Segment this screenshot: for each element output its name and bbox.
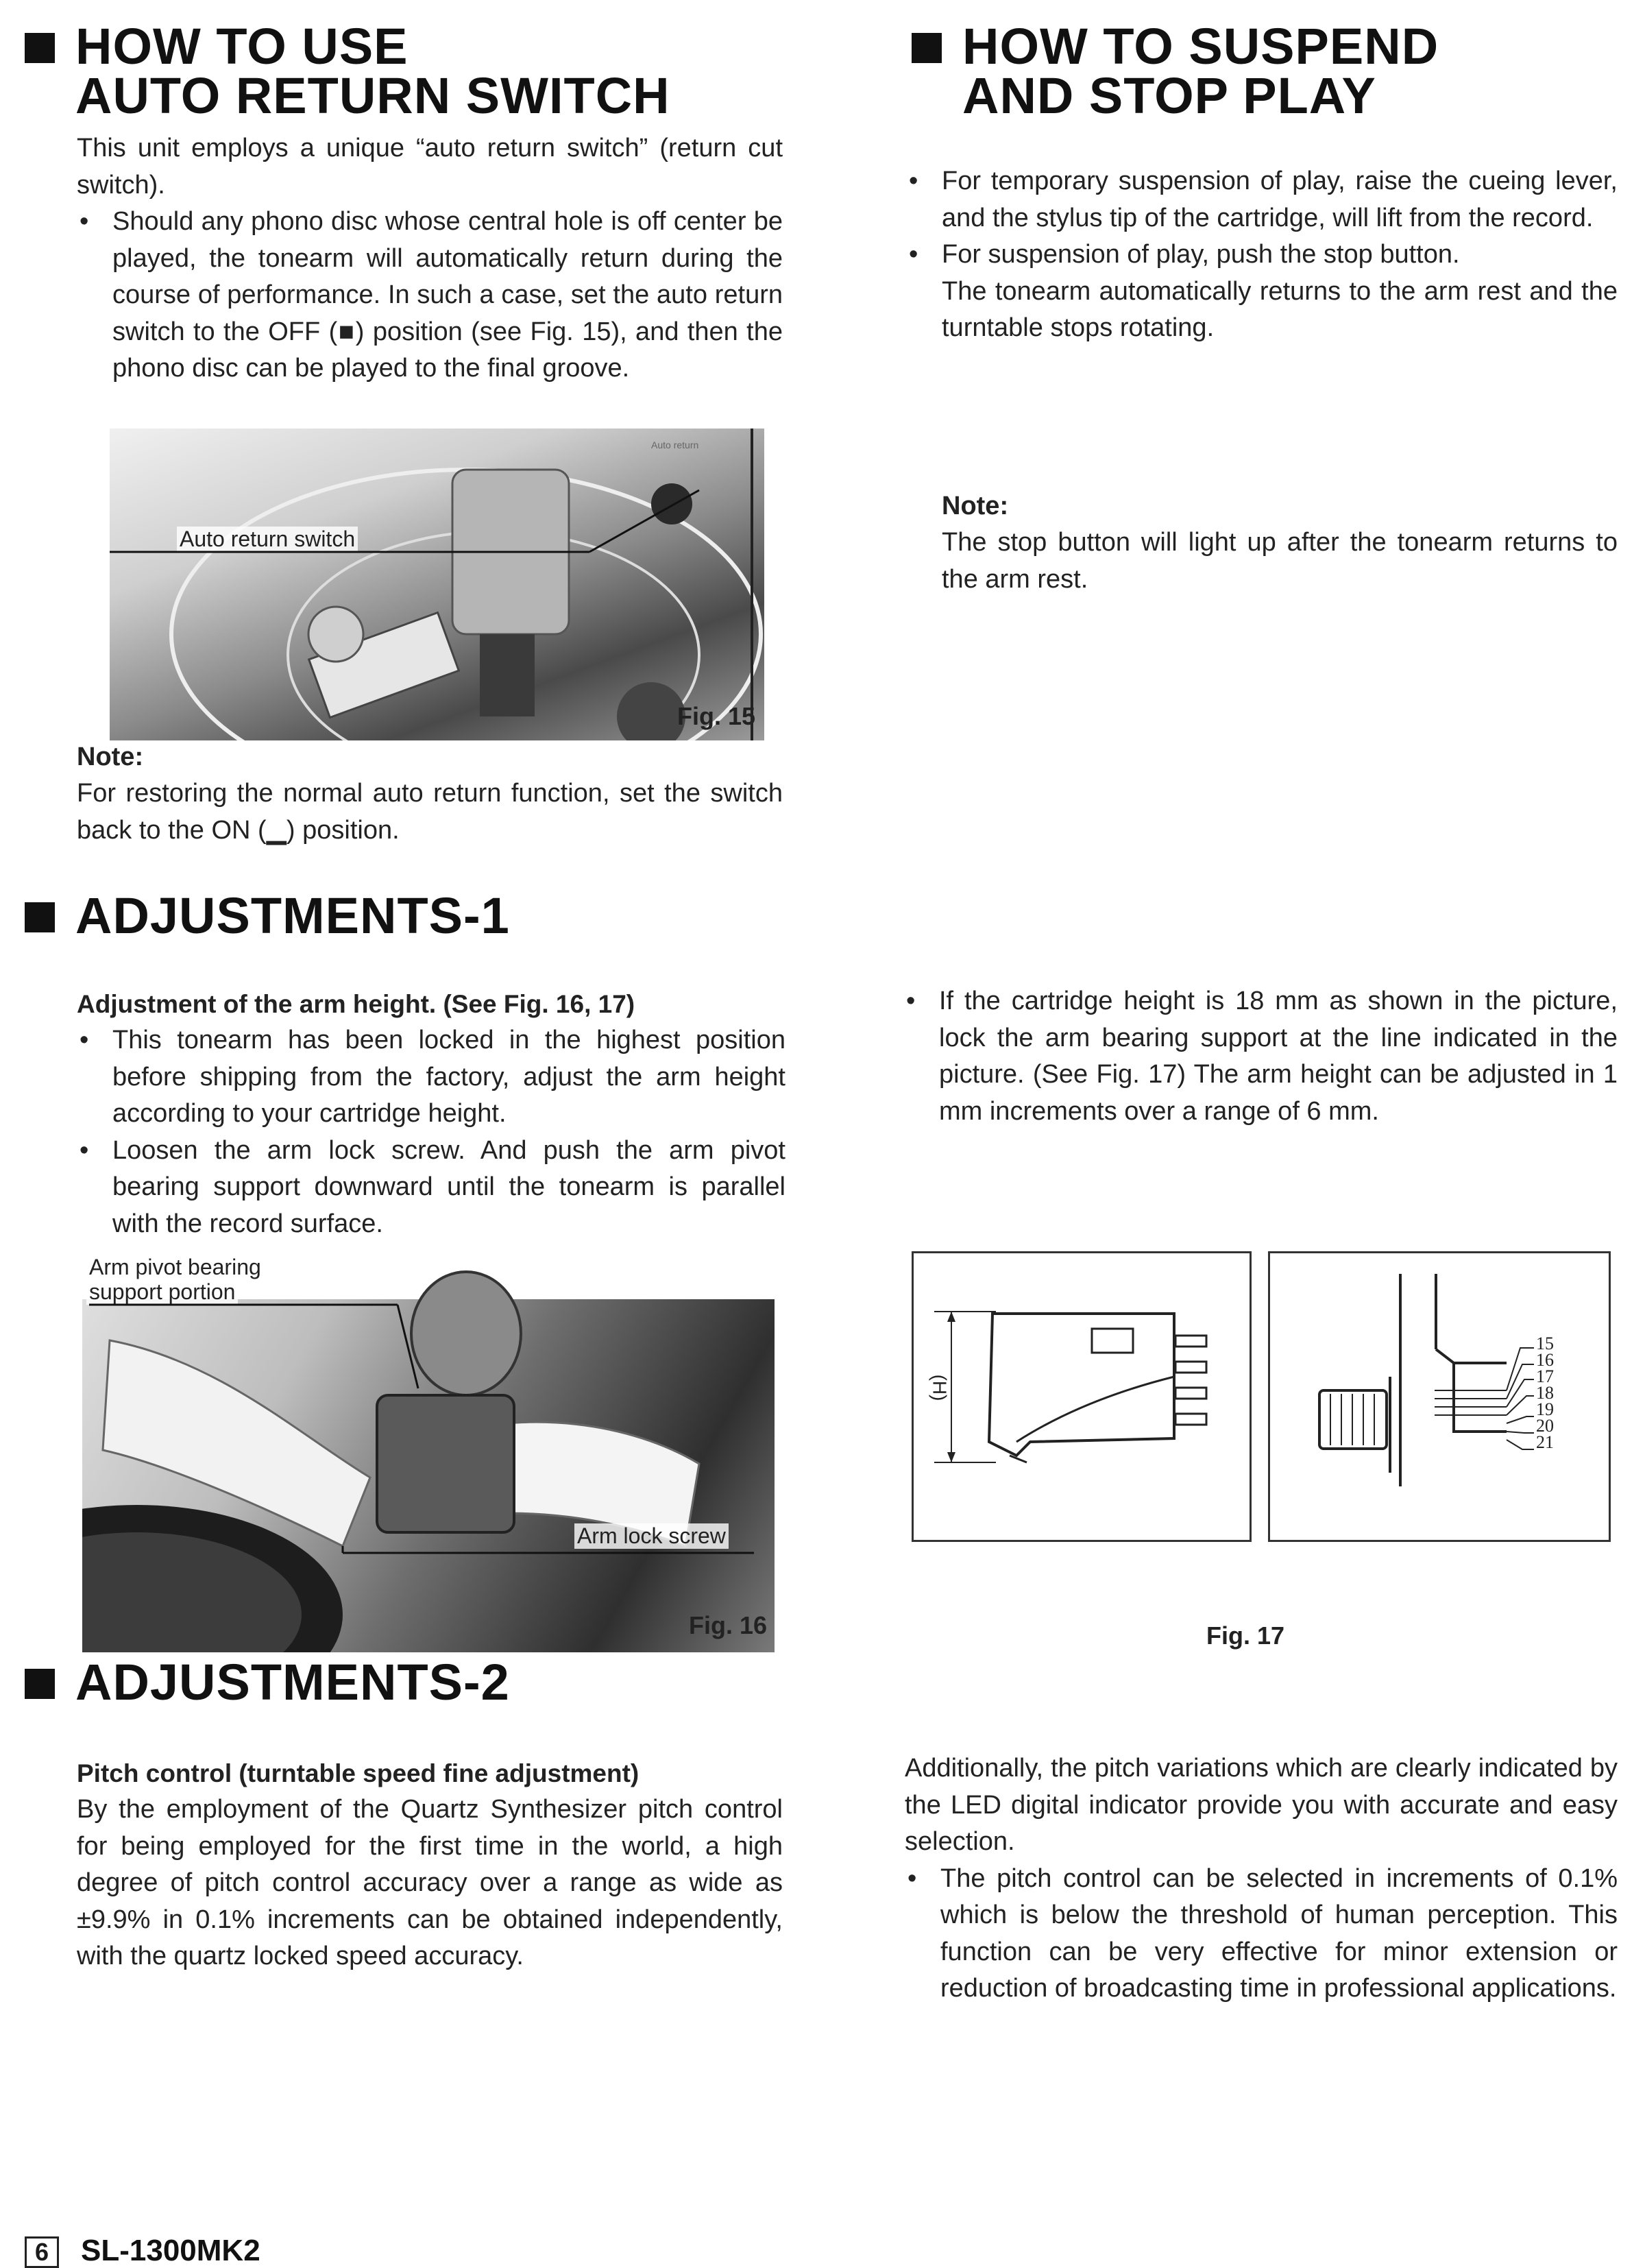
scale-mark: 21 xyxy=(1536,1432,1554,1452)
suspend-bullet-1: • For temporary suspension of play, raise the cueing lever, and the stylus tip of the cartridge, will lift from the record. xyxy=(906,163,1618,237)
scale-mark: 15 xyxy=(1536,1334,1554,1353)
scale-mark: 18 xyxy=(1536,1383,1554,1403)
adjustments1-subheading: Adjustment of the arm height. (See Fig. 16, 17) xyxy=(77,990,635,1018)
fig17-h-label: (H) xyxy=(929,1374,951,1401)
adjustments2-heading-text: ADJUSTMENTS-2 xyxy=(75,1654,510,1711)
auto-return-note-text: For restoring the normal auto return function, set the switch back to the ON (▁) position. xyxy=(77,779,783,845)
heading-bullet-square xyxy=(25,33,55,63)
suspend-body xyxy=(906,163,1618,347)
auto-return-heading-line1: HOW TO USE xyxy=(75,18,409,75)
fig17-arm-panel xyxy=(1268,1251,1611,1542)
fig16-callout-1-line1: Arm pivot bearing xyxy=(86,1255,264,1280)
heading-bullet-square xyxy=(912,33,942,63)
fig16-callout-1-line2: support portion xyxy=(86,1279,238,1305)
page-number-box: 6 xyxy=(25,2236,59,2268)
fig15-panel-label: Auto return xyxy=(651,439,699,450)
scale-mark: 17 xyxy=(1536,1366,1554,1386)
suspend-heading-line1: HOW TO SUSPEND xyxy=(962,18,1439,75)
adjustments1-heading xyxy=(25,887,710,946)
adjustments2-heading xyxy=(25,1654,710,1713)
adjustments1-bullet-3: • If the cartridge height is 18 mm as shown in the picture, lock the arm bearing support at the line indicated in the picture. (See Fig. 17) The arm height can be adjusted in 1 mm increments over a range of 6 mm. xyxy=(903,983,1618,1130)
suspend-note xyxy=(942,488,1618,598)
adjustments2-para-2: Additionally, the pitch variations which are clearly indicated by the LED digital indicator provide you with accurate and easy selection. xyxy=(905,1754,1618,1856)
suspend-heading xyxy=(912,18,1611,125)
auto-return-note-label: Note: xyxy=(77,743,144,771)
fig17-scale xyxy=(1536,1336,1554,1451)
arm-bearing-drawing xyxy=(1270,1253,1609,1540)
adjustments2-right-body xyxy=(905,1750,1618,2007)
adjustments2-left-body xyxy=(77,1755,783,1975)
adjustments1-bullet-1: • This tonearm has been locked in the highest position before shipping from the factory, adjust the arm height according to your cartridge height. xyxy=(77,1022,785,1133)
heading-bullet-square xyxy=(25,902,55,932)
fig15-callout-line xyxy=(110,429,764,740)
cartridge-drawing xyxy=(914,1253,1250,1540)
fig15-label: Fig. 15 xyxy=(677,702,756,730)
adjustments2-subheading: Pitch control (turntable speed fine adjustment) xyxy=(77,1759,639,1787)
fig16-label: Fig. 16 xyxy=(689,1611,768,1639)
suspend-note-label: Note: xyxy=(942,492,1009,520)
adjustments2-para-1: By the employment of the Quartz Synthesizer pitch control for being employed for the first time in the world, a high degree of pitch control accuracy over a range as wide as ±9.9% in 0.1% increments can be obtained independently, with the quartz locked speed accuracy. xyxy=(77,1795,783,1970)
scale-mark: 20 xyxy=(1536,1416,1554,1436)
adjustments1-right-body xyxy=(903,983,1618,1130)
auto-return-heading xyxy=(25,18,792,125)
auto-return-note xyxy=(77,739,783,849)
fig17-label: Fig. 17 xyxy=(1206,1621,1285,1650)
fig15-callout: Auto return switch xyxy=(177,527,358,552)
adjustments2-bullet-1: • The pitch control can be selected in increments of 0.1% which is below the threshold of human perception. This function can be very effective for minor extension or reduction of broadcasting time in professional applications. xyxy=(905,1861,1618,2007)
auto-return-body xyxy=(77,130,783,387)
adjustments1-bullet-2: • Loosen the arm lock screw. And push the arm pivot bearing support downward until the tonearm is parallel with the record surface. xyxy=(77,1133,785,1243)
auto-return-bullet-1: • Should any phono disc whose central hole is off center be played, the tonearm will automatically return during the course of performance. In such a case, set the auto return switch to the OFF (■) position (see Fig. 15), and then the phono disc can be played to the final groove. xyxy=(77,204,783,387)
fig16-callout-lines xyxy=(82,1258,775,1652)
adjustments1-heading-text: ADJUSTMENTS-1 xyxy=(75,887,510,944)
adjustments1-left-body xyxy=(77,986,785,1242)
suspend-bullet-2: • For suspension of play, push the stop button. xyxy=(906,237,1618,274)
model-name: SL-1300MK2 xyxy=(81,2234,260,2267)
heading-bullet-square xyxy=(25,1669,55,1699)
suspend-bullet-2-cont: The tonearm automatically returns to the arm rest and the turntable stops rotating. xyxy=(942,276,1618,342)
fig17-cartridge-panel xyxy=(912,1251,1252,1542)
suspend-note-text: The stop button will light up after the tonearm returns to the arm rest. xyxy=(942,528,1618,594)
suspend-heading-line2: AND STOP PLAY xyxy=(962,67,1376,124)
fig16-callout-2: Arm lock screw xyxy=(574,1523,729,1549)
auto-return-intro: This unit employs a unique “auto return switch” (return cut switch). xyxy=(77,134,783,200)
scale-mark: 19 xyxy=(1536,1399,1554,1419)
scale-mark: 16 xyxy=(1536,1350,1554,1370)
auto-return-heading-line2: AUTO RETURN SWITCH xyxy=(75,67,670,124)
